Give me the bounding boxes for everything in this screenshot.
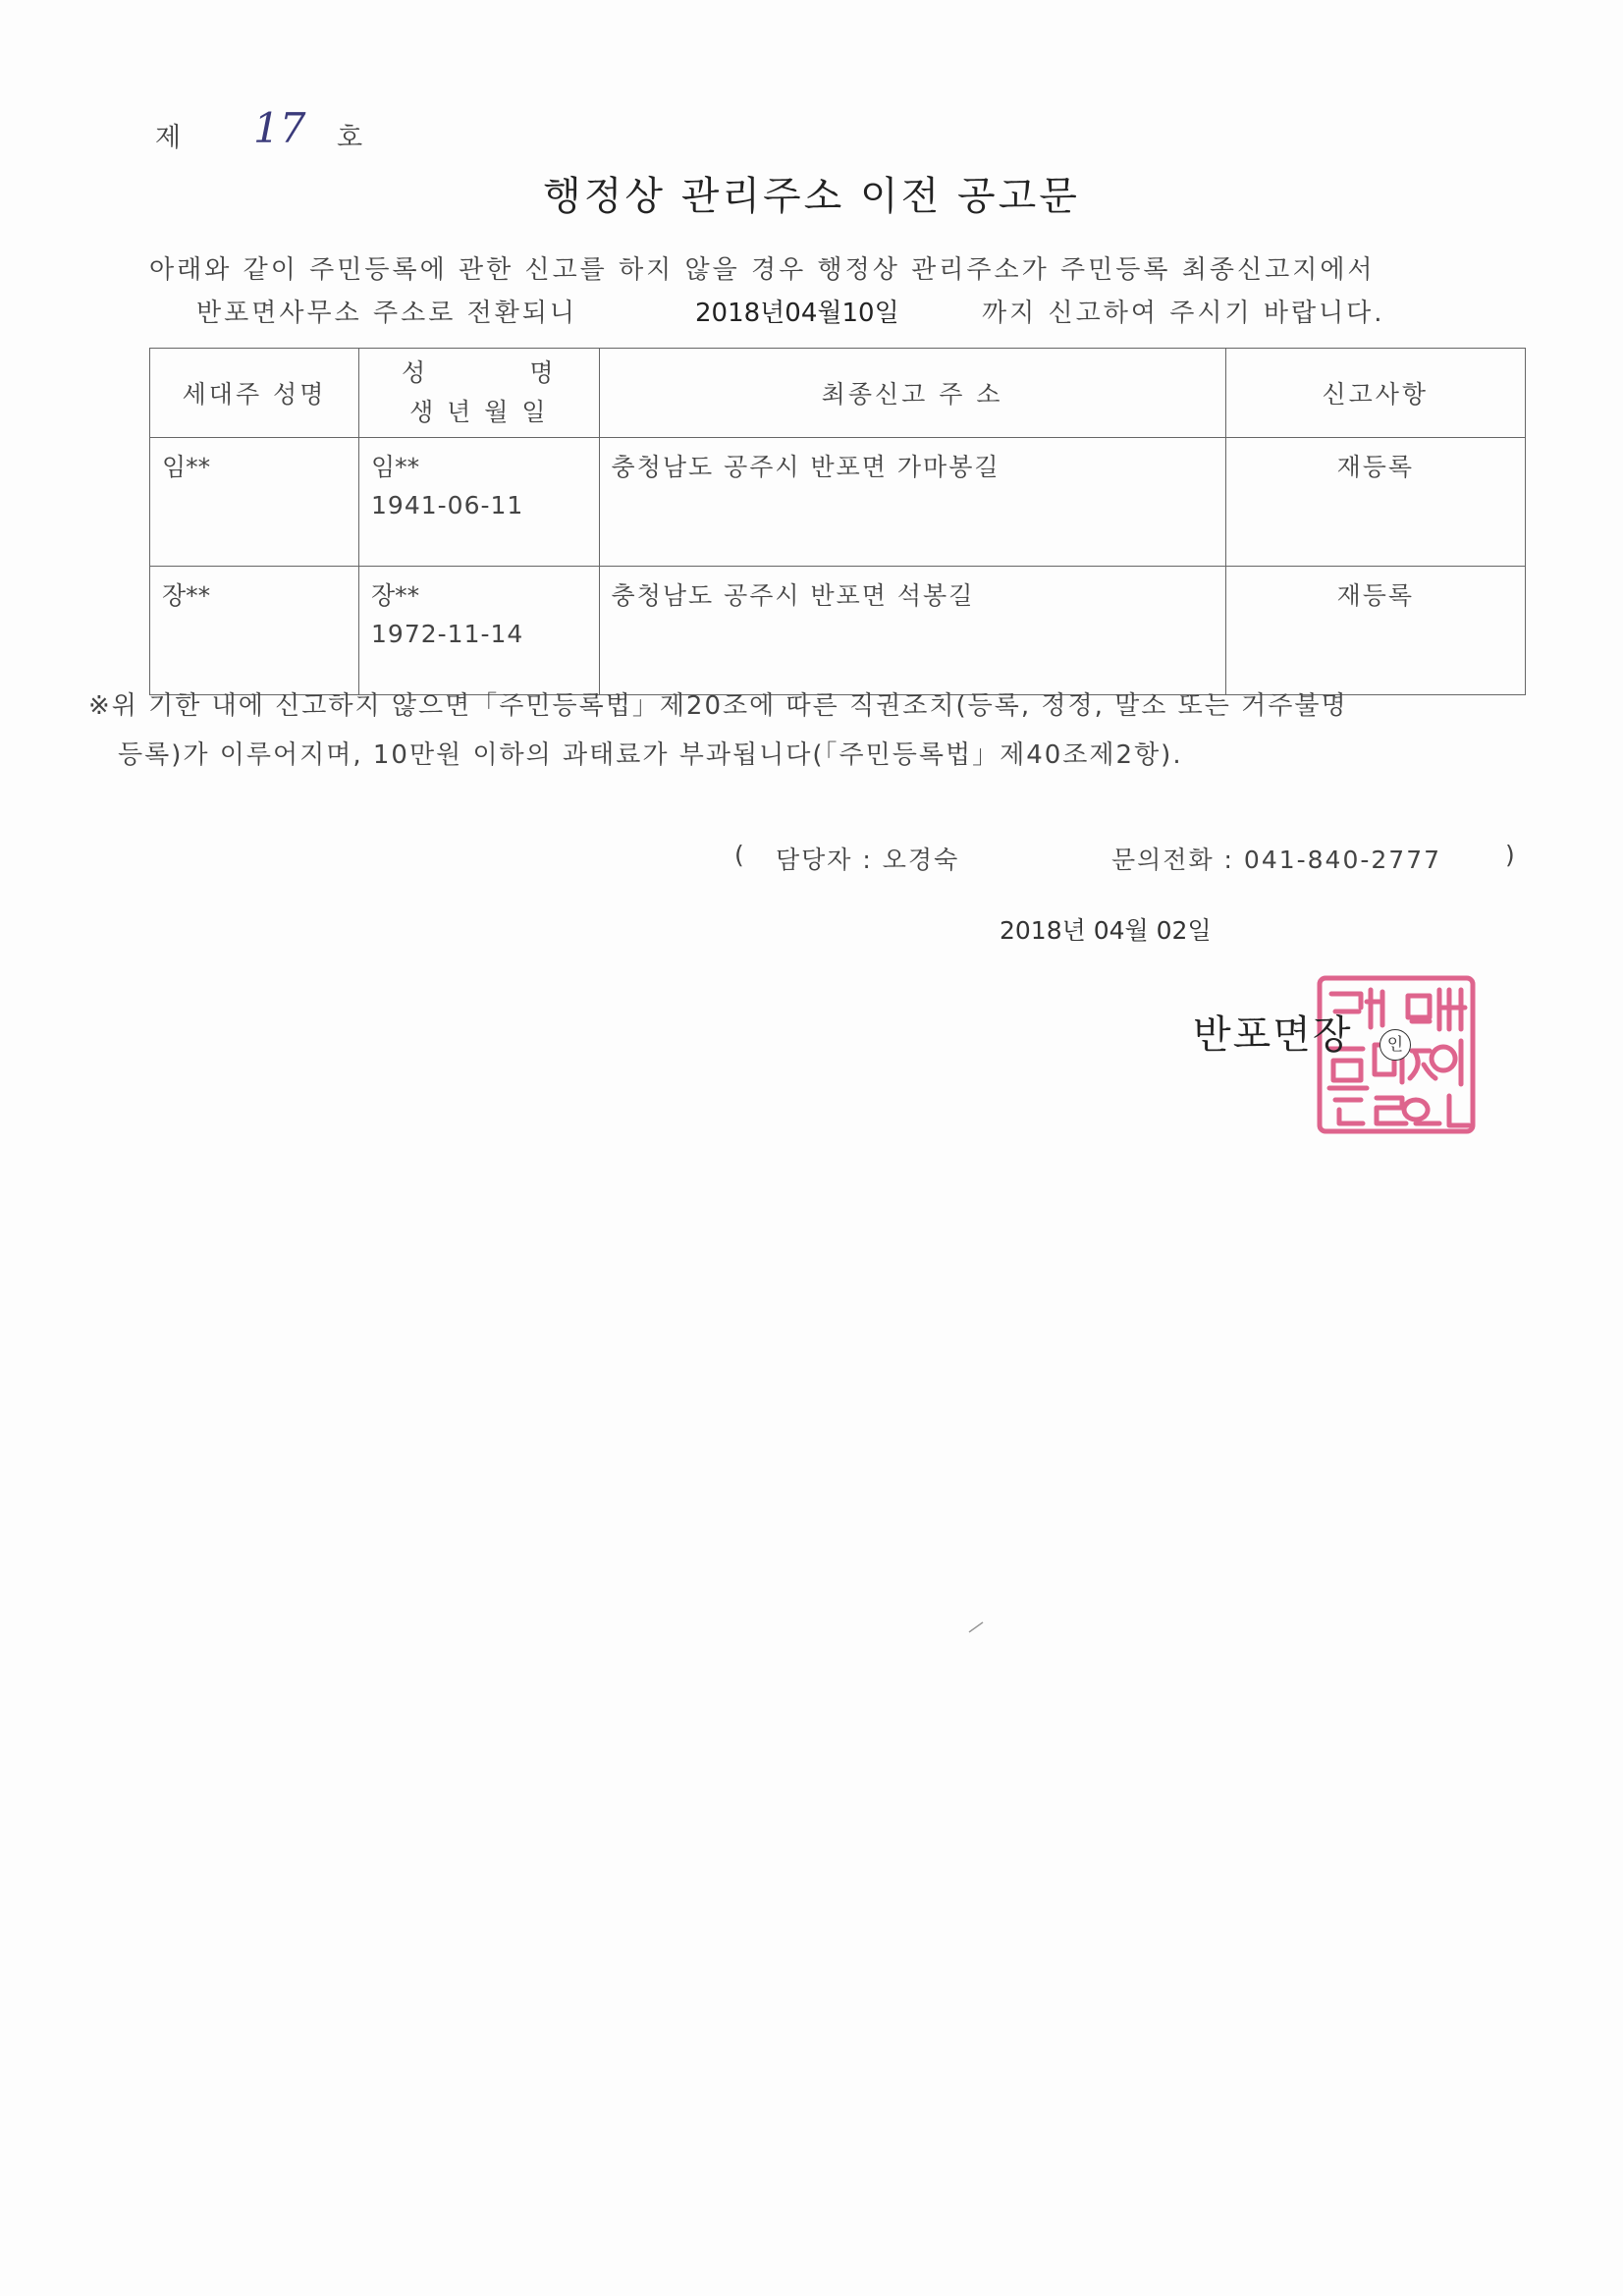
intro-line-1: 아래와 같이 주민등록에 관한 신고를 하지 않을 경우 행정상 관리주소가 주민등록 최종신고지에서: [149, 255, 1376, 285]
name-birth-cell: [359, 567, 600, 695]
deadline-date: 2018년04월10일: [695, 299, 899, 328]
document-number-suffix: 호: [337, 123, 363, 153]
report-cell: 재등록: [1225, 567, 1525, 695]
header-name: [360, 354, 598, 393]
contact-close-paren: ): [1505, 841, 1515, 869]
name-value: 장**: [371, 581, 420, 610]
name-value: 임**: [371, 453, 420, 481]
contact-manager: 담당자 : 오경숙: [776, 846, 960, 874]
intro-line-2-text: 반포면사무소 주소로 전환되니: [196, 299, 578, 328]
intro-line-2: [196, 293, 1385, 329]
contact-open-paren: (: [734, 841, 744, 869]
address-cell: 충청남도 공주시 반포면 가마봉길: [599, 438, 1225, 567]
birth-value: 1941-06-11: [371, 491, 524, 519]
page-title: 행정상 관리주소 이전 공고문: [543, 174, 1080, 219]
header-address: 최종신고 주 소: [599, 349, 1225, 438]
table-header-row: [150, 349, 1526, 438]
pen-mark: [967, 1620, 987, 1634]
householder-cell: 장**: [150, 567, 359, 695]
header-name-b: 명: [529, 358, 557, 387]
header-birth: 생 년 월 일: [409, 398, 549, 426]
address-cell: 충청남도 공주시 반포면 석봉길: [599, 567, 1225, 695]
intro-line-2-tail: 까지 신고하여 주시기 바랍니다.: [982, 299, 1385, 328]
document-number: [155, 104, 363, 154]
header-name-a: 성: [402, 358, 429, 387]
signer-title: 반포면장: [1193, 1012, 1353, 1058]
notice-table: [149, 348, 1526, 695]
notice-line-2: 등록)가 이루어지며, 10만원 이하의 과태료가 부과됩니다(「주민등록법」제40조제2항).: [118, 740, 1183, 770]
seal-mark: 인: [1380, 1029, 1411, 1061]
document-number-value: 17: [253, 104, 306, 152]
header-report: 신고사항: [1225, 349, 1525, 438]
name-birth-cell: [359, 438, 600, 567]
notice-line-1: ※위 기한 내에 신고하지 않으면「주민등록법」제20조에 따른 직권조치(등록, 정정, 말소 또는 거주불명: [88, 691, 1348, 721]
header-householder: 세대주 성명: [150, 349, 359, 438]
contact-phone: 문의전화 : 041-840-2777: [1111, 846, 1442, 874]
table-row: [150, 567, 1526, 695]
document-number-prefix: 제: [155, 123, 182, 153]
table-row: [150, 438, 1526, 567]
householder-cell: 임**: [150, 438, 359, 567]
header-name-birth: [359, 349, 600, 438]
birth-value: 1972-11-14: [371, 620, 524, 648]
issue-date: 2018년 04월 02일: [1000, 916, 1212, 945]
report-cell: 재등록: [1225, 438, 1525, 567]
